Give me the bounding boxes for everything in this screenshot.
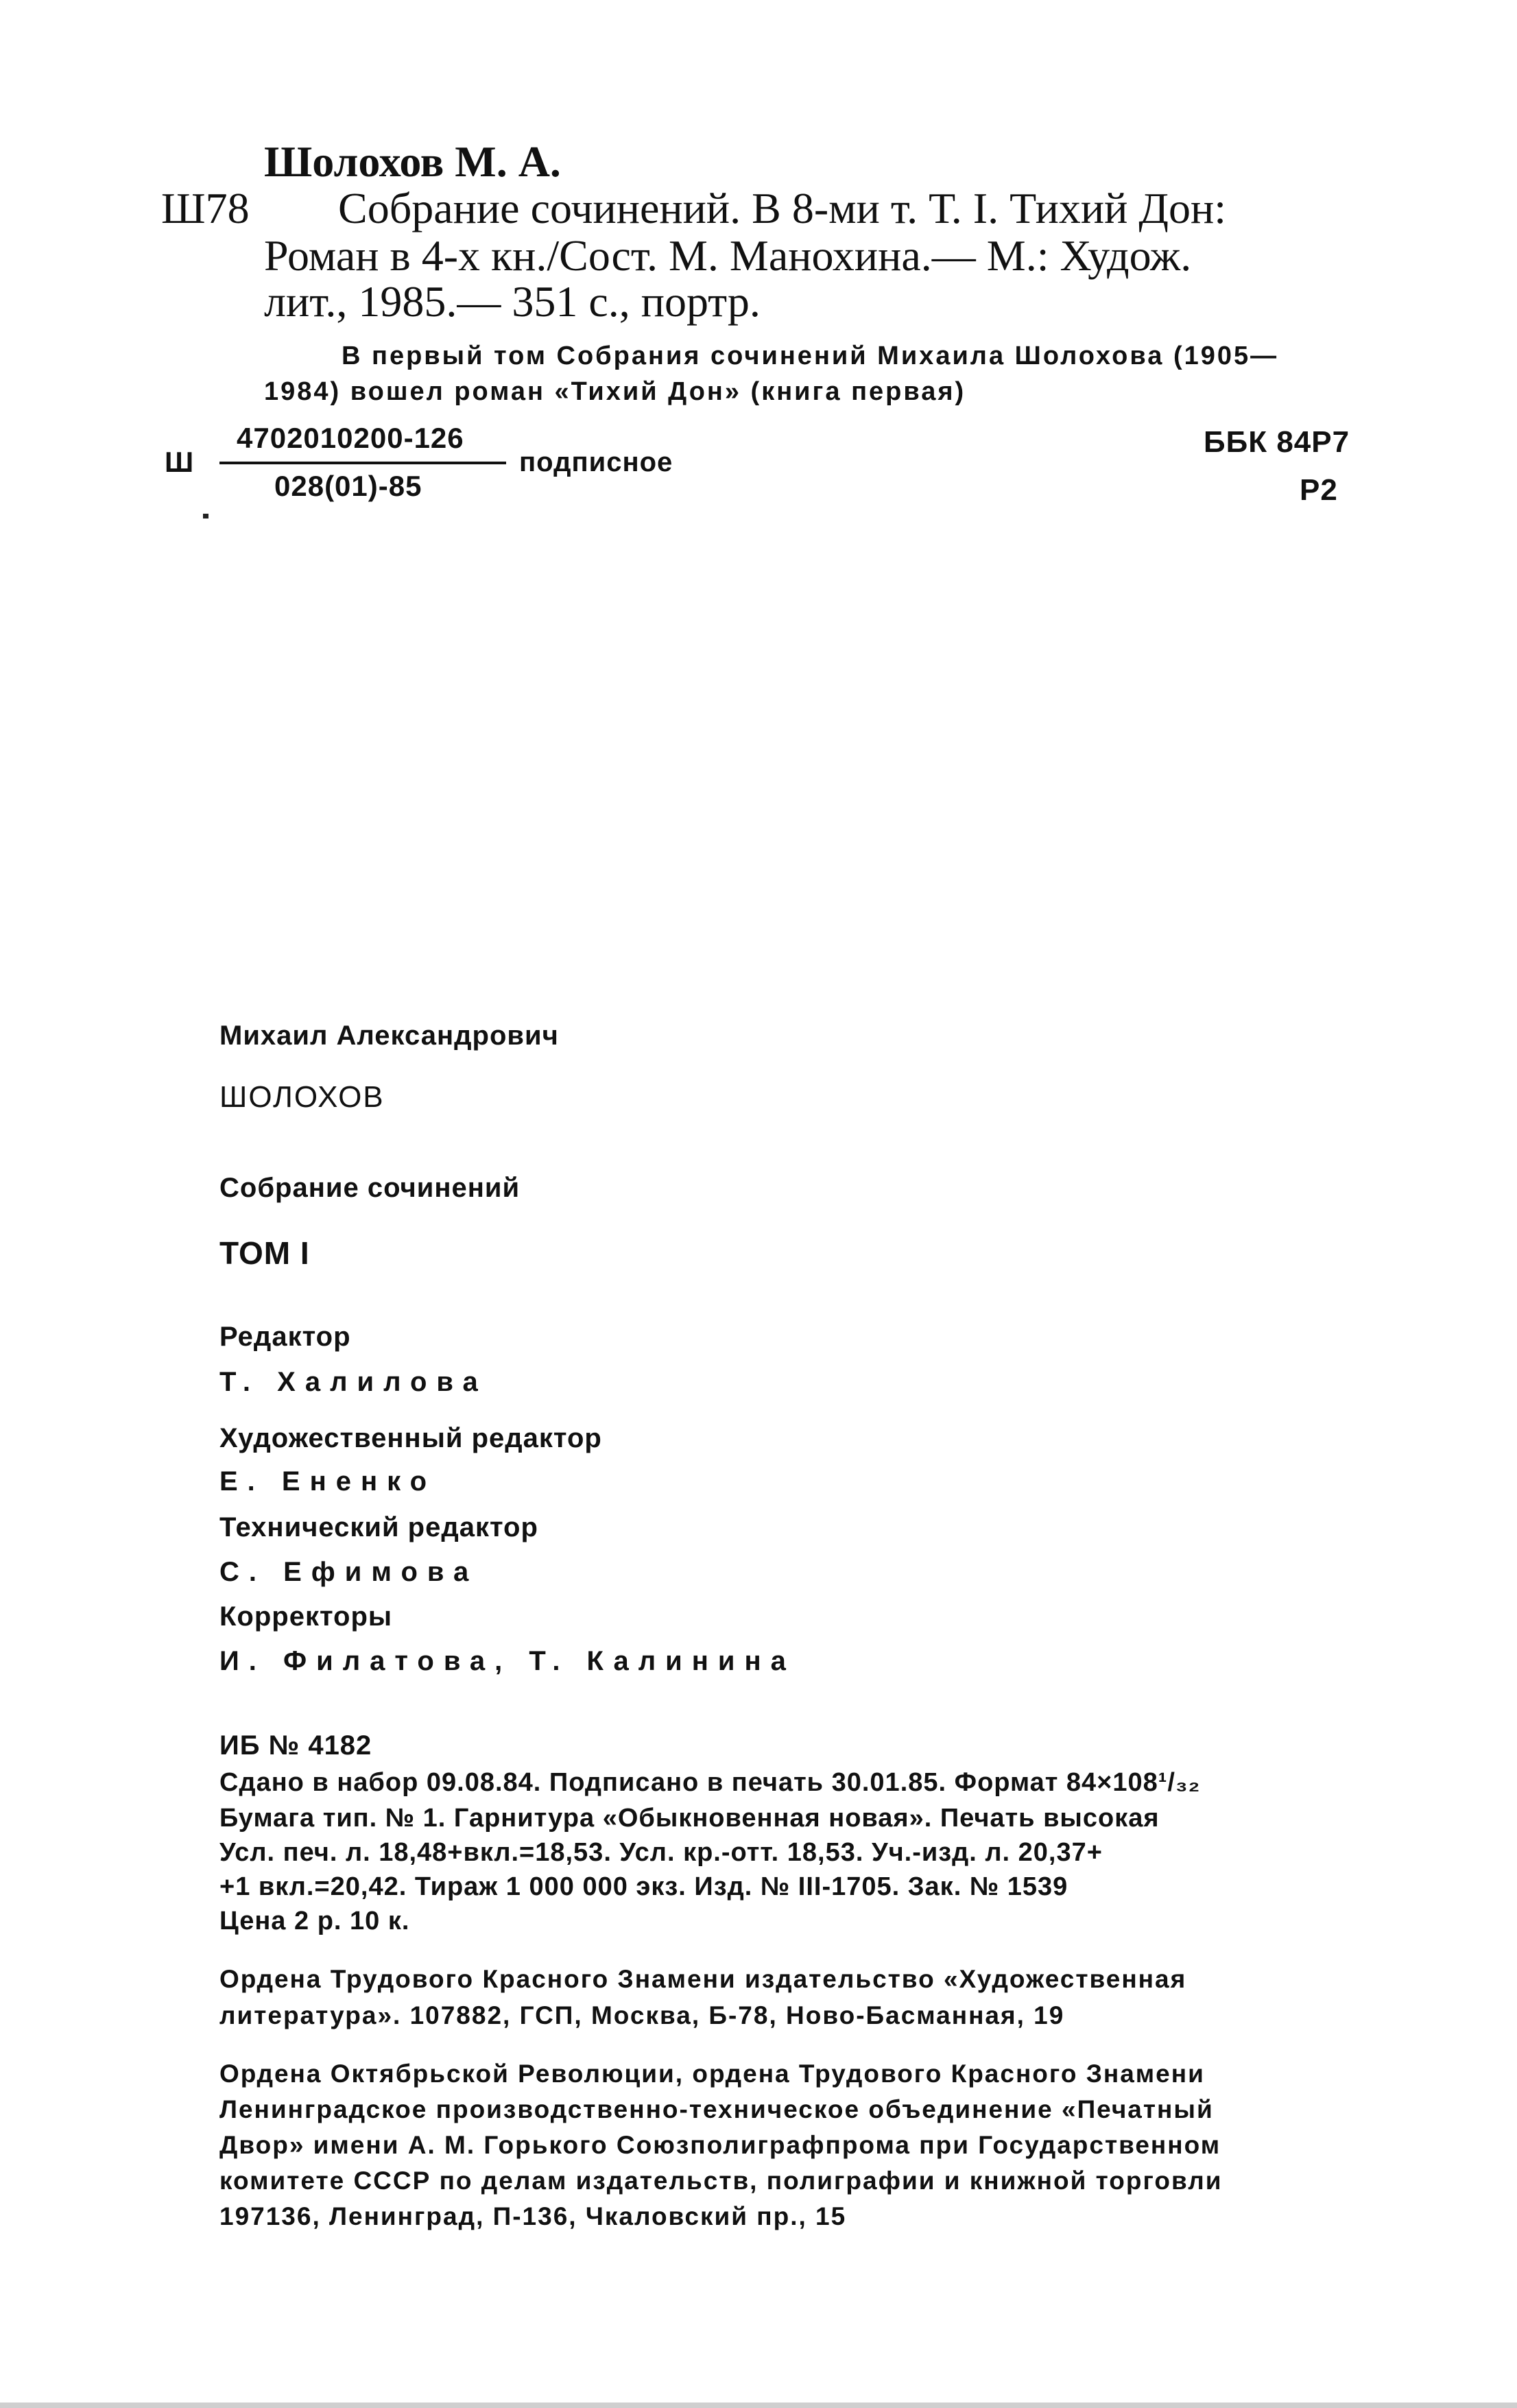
ib-number: ИБ № 4182: [219, 1730, 372, 1761]
title-line-3: лит., 1985.— 351 с., портр.: [264, 277, 761, 326]
role-proofreaders: Корректоры: [219, 1601, 393, 1632]
role-editor: Редактор: [219, 1322, 351, 1352]
person-tech-editor: С. Ефимова: [219, 1557, 479, 1587]
printer-line-2: Ленинградское производственно-техническое объединение «Печатный: [219, 2095, 1214, 2123]
index-letter: Ш: [165, 446, 195, 478]
annotation-line-1: В первый том Собрания сочинений Михаила Шолохова (1905—: [342, 342, 1279, 370]
printer-line-3: Двор» имени А. М. Горького Союзполиграфпрома при Государственном: [219, 2131, 1221, 2159]
bbk-code-secondary: Р2: [1300, 473, 1338, 507]
fraction-line: [219, 462, 506, 464]
title-line-2: Роман в 4-х кн./Сост. М. Манохина.— М.: Худож.: [264, 231, 1192, 280]
publisher-line-1: Ордена Трудового Красного Знамени издательство «Художественная: [219, 1965, 1187, 1993]
tech-line-1: Сдано в набор 09.08.84. Подписано в печать 30.01.85. Формат 84×108¹/₃₂: [219, 1768, 1201, 1797]
publisher-line-2: литература». 107882, ГСП, Москва, Б-78, Ново-Басманная, 19: [219, 2001, 1065, 2029]
printer-line-4: комитете СССР по делам издательств, полиграфии и книжной торговли: [219, 2167, 1223, 2195]
role-tech-editor: Технический редактор: [219, 1512, 538, 1542]
tech-line-3: Усл. печ. л. 18,48+вкл.=18,53. Усл. кр.-отт. 18,53. Уч.-изд. л. 20,37+: [219, 1838, 1103, 1867]
author-heading: Шолохов М. А.: [264, 137, 561, 186]
tech-line-4: +1 вкл.=20,42. Тираж 1 000 000 экз. Изд. № III-1705. Зак. № 1539: [219, 1872, 1068, 1901]
author-name: Михаил Александрович: [219, 1021, 559, 1051]
subscription-label: подписное: [519, 447, 673, 477]
catalog-code: Ш78: [161, 184, 250, 233]
person-editor: Т. Халилова: [219, 1367, 488, 1397]
person-art-editor: Е. Ененко: [219, 1466, 437, 1497]
collection-title: Собрание сочинений: [219, 1173, 521, 1203]
volume-label: ТОМ I: [219, 1235, 310, 1271]
price-line: Цена 2 р. 10 к.: [219, 1907, 410, 1935]
role-art-editor: Художественный редактор: [219, 1423, 602, 1453]
title-line-1: Собрание сочинений. В 8-ми т. Т. I. Тихий Дон:: [338, 184, 1226, 233]
bbk-code: ББК 84Р7: [1204, 425, 1350, 459]
printer-line-1: Ордена Октябрьской Революции, ордена Трудового Красного Знамени: [219, 2060, 1205, 2088]
index-denominator: 028(01)-85: [274, 470, 422, 502]
printer-line-5: 197136, Ленинград, П-136, Чкаловский пр., 15: [219, 2202, 847, 2230]
tech-line-2: Бумага тип. № 1. Гарнитура «Обыкновенная новая». Печать высокая: [219, 1804, 1160, 1833]
index-numerator: 4702010200-126: [237, 422, 464, 454]
print-speck: [203, 514, 208, 518]
scan-bottom-edge: [0, 2403, 1517, 2408]
person-proofreaders: И. Филатова, Т. Калинина: [219, 1646, 796, 1676]
author-surname: ШОЛОХОВ: [219, 1080, 385, 1114]
annotation-line-2: 1984) вошел роман «Тихий Дон» (книга первая): [264, 377, 966, 406]
